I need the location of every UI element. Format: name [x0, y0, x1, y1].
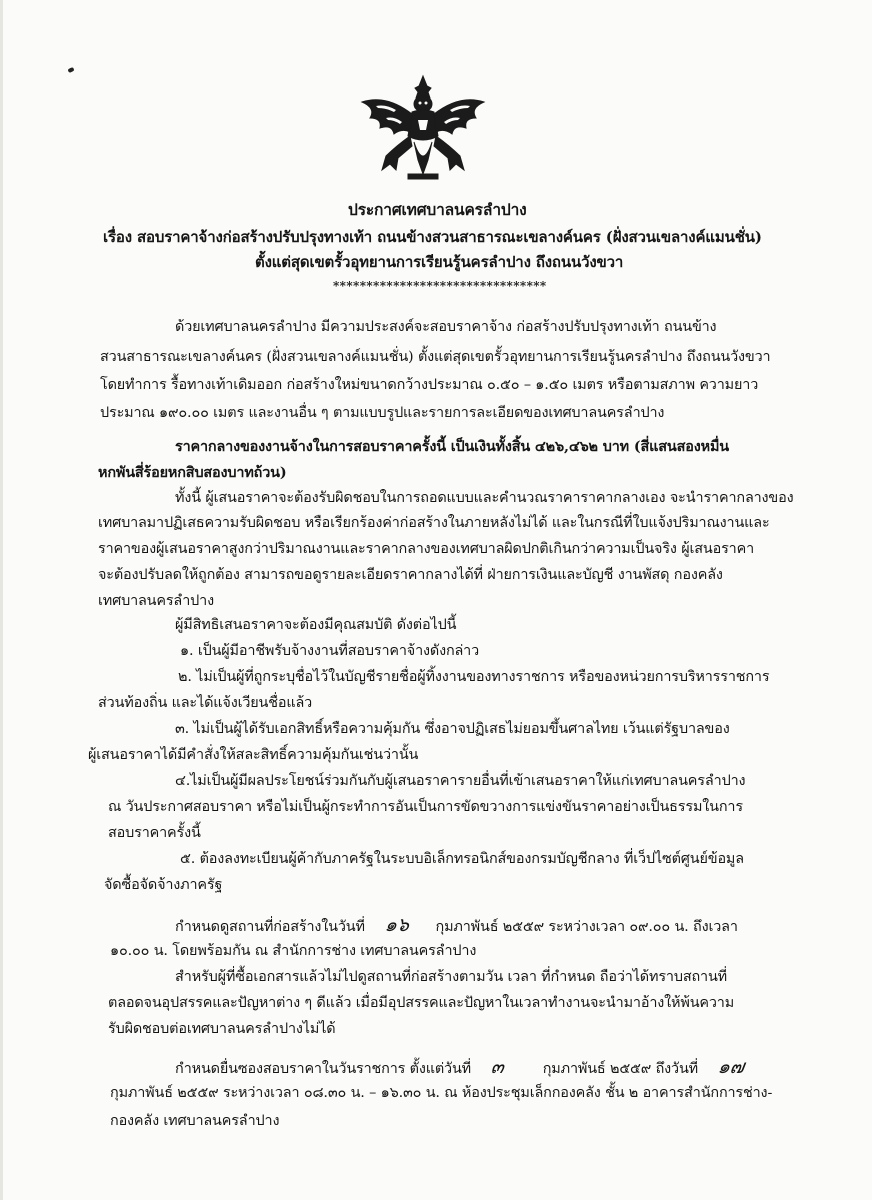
qualification-item-1: ๑. เป็นผู้มีอาชีพรับจ้างงานที่สอบราคาจ้างดังกล่าว — [180, 643, 480, 659]
scan-edge — [0, 0, 3, 1200]
scan-speck — [67, 67, 74, 73]
qualification-item-2: ๒. ไม่เป็นผู้ที่ถูกระบุชื่อไว้ในบัญชีรายชื่อผู้ทิ้งงานของทางราชการ หรือของหน่วยการบริหารราชการ — [178, 669, 770, 685]
site-visit-note-line: สำหรับผู้ที่ซื้อเอกสารแล้วไม่ไปดูสถานที่ก่อสร้างตามวัน เวลา ที่กำหนด ถือว่าได้ทราบสถานที่ — [175, 969, 727, 985]
median-price-line: หกพันสี่ร้อยหกสิบสองบาทถ้วน) — [98, 464, 287, 481]
qualification-item-5-cont: จัดซื้อจัดจ้างภาครัฐ — [104, 877, 223, 893]
qualification-item-3: ๓. ไม่เป็นผู้ได้รับเอกสิทธิ์หรือความคุ้มกัน ซึ่งอาจปฏิเสธไม่ยอมขึ้นศาลไทย เว้นแต่รัฐบาลของ — [175, 721, 730, 737]
site-visit-line-2: ๑๐.๐๐ น. โดยพร้อมกัน ณ สำนักการช่าง เทศบาลนครลำปาง — [110, 943, 477, 959]
submission-text: กำหนดยื่นซองสอบราคาในวันราชการ ตั้งแต่วันที่ — [175, 1061, 472, 1077]
qualification-item-4: ๔.ไม่เป็นผู้มีผลประโยชน์ร่วมกันกับผู้เสนอราคารายอื่นที่เข้าเสนอราคาให้แก่เทศบาลนครลำปาง — [175, 773, 746, 789]
responsibility-paragraph-line: เทศบาลนครลำปาง — [98, 593, 214, 609]
qualification-item-4-cont: สอบราคาครั้งนี้ — [108, 825, 201, 841]
site-visit-note-line: รับผิดชอบต่อเทศบาลนครลำปางไม่ได้ — [108, 1021, 336, 1037]
qualification-item-2-cont: ส่วนท้องถิ่น และได้แจ้งเวียนชื่อแล้ว — [98, 695, 313, 711]
site-visit-line — [175, 914, 738, 938]
submission-text-mid: กุมภาพันธ์ ๒๕๕๙ ถึงวันที่ — [542, 1061, 699, 1077]
site-visit-text-post: กุมภาพันธ์ ๒๕๕๙ ระหว่างเวลา ๐๙.๐๐ น. ถึงเวลา — [435, 919, 738, 935]
site-visit-day-handwritten: ๑๖ — [383, 914, 411, 936]
submission-day-from-handwritten: ๓ — [489, 1056, 506, 1078]
qualification-item-5: ๕. ต้องลงทะเบียนผู้ค้ากับภาครัฐในระบบอิเล็กทรอนิกส์ของกรมบัญชีกลาง ที่เว็ปไซต์ศูนย์ข้อมูล — [180, 851, 744, 867]
responsibility-paragraph-line: จะต้องปรับลดให้ถูกต้อง สามารถขอดูรายละเอียดราคากลางได้ที่ ฝ่ายการเงินและบัญชี งานพัสดุ กองคลัง — [98, 567, 723, 583]
qualification-item-4-cont: ณ วันประกาศสอบราคา หรือไม่เป็นผู้กระทำการอันเป็นการขัดขวางการแข่งขันราคาอย่างเป็นธรรมในการ — [108, 799, 743, 815]
qualification-intro: ผู้มีสิทธิเสนอราคาจะต้องมีคุณสมบัติ ดังต่อไปนี้ — [175, 617, 457, 633]
intro-paragraph-line: สวนสาธารณะเขลางค์นคร (ฝั่งสวนเขลางค์แมนชั่น) ตั้งแต่สุดเขตรั้วอุทยานการเรียนรู้นครลำปาง ถึงถนนวังขวา — [100, 349, 771, 365]
submission-line-2: กุมภาพันธ์ ๒๕๕๙ ระหว่างเวลา ๐๘.๓๐ น. – ๑๖.๓๐ น. ณ ห้องประชุมเล็กกองคลัง ชั้น ๒ อาคารสำนักการช่าง- — [110, 1085, 773, 1101]
separator-line: ******************************** — [333, 279, 547, 293]
subject-line-1: เรื่อง สอบราคาจ้างก่อสร้างปรับปรุงทางเท้า ถนนข้างสวนสาธารณะเขลางค์นคร (ฝั่งสวนเขลางค์แมนชั่น) — [103, 228, 762, 246]
announcement-heading: ประกาศเทศบาลนครลำปาง — [348, 200, 527, 219]
qualification-item-3-cont: ผู้เสนอราคาได้มีคำสั่งให้สละสิทธิ์ความคุ้มกันเช่นว่านั้น — [88, 747, 419, 763]
intro-paragraph-line: ประมาณ ๑๙๐.๐๐ เมตร และงานอื่น ๆ ตามแบบรูปและรายการละเอียดของเทศบาลนครลำปาง — [100, 405, 665, 421]
intro-paragraph-line: ด้วยเทศบาลนครลำปาง มีความประสงค์จะสอบราคาจ้าง ก่อสร้างปรับปรุงทางเท้า ถนนข้าง — [175, 319, 717, 335]
subject-line-2: ตั้งแต่สุดเขตรั้วอุทยานการเรียนรู้นครลำปาง ถึงถนนวังขวา — [255, 253, 624, 271]
site-visit-note-line: ตลอดจนอุปสรรคและปัญหาต่าง ๆ ดีแล้ว เมื่อมีอุปสรรคและปัญหาในเวลาทำงานจะนำมาอ้างให้พ้นความ — [108, 995, 735, 1011]
site-visit-text: กำหนดดูสถานที่ก่อสร้างในวันที่ — [175, 919, 365, 935]
intro-paragraph-line: โดยทำการ รื้อทางเท้าเดิมออก ก่อสร้างใหม่ขนาดกว้างประมาณ ๐.๕๐ – ๑.๕๐ เมตร หรือตามสภาพ ความยาว — [100, 377, 759, 393]
responsibility-paragraph-line: ทั้งนี้ ผู้เสนอราคาจะต้องรับผิดชอบในการถอดแบบและคำนวณราคาราคากลางเอง จะนำราคากลางของ — [175, 490, 794, 506]
responsibility-paragraph-line: ราคาของผู้เสนอราคาสูงกว่าปริมาณงานและราคากลางของเทศบาลผิดปกติเกินกว่าความเป็นจริง ผู้เสนอราคา — [98, 541, 754, 557]
submission-line-3: กองคลัง เทศบาลนครลำปาง — [110, 1113, 280, 1129]
submission-line — [175, 1056, 745, 1080]
submission-day-to-handwritten: ๑๗ — [716, 1056, 747, 1078]
median-price-line: ราคากลางของงานจ้างในการสอบราคาครั้งนี้ เป็นเงินทั้งสิ้น ๔๒๖,๔๖๒ บาท (สี่แสนสองหมื่น — [175, 438, 729, 455]
garuda-emblem-icon — [356, 74, 490, 182]
responsibility-paragraph-line: เทศบาลมาปฏิเสธความรับผิดชอบ หรือเรียกร้องค่าก่อสร้างในภายหลังไม่ได้ และในกรณีที่ใบแจ้งปริมาณงานและ — [98, 515, 770, 531]
